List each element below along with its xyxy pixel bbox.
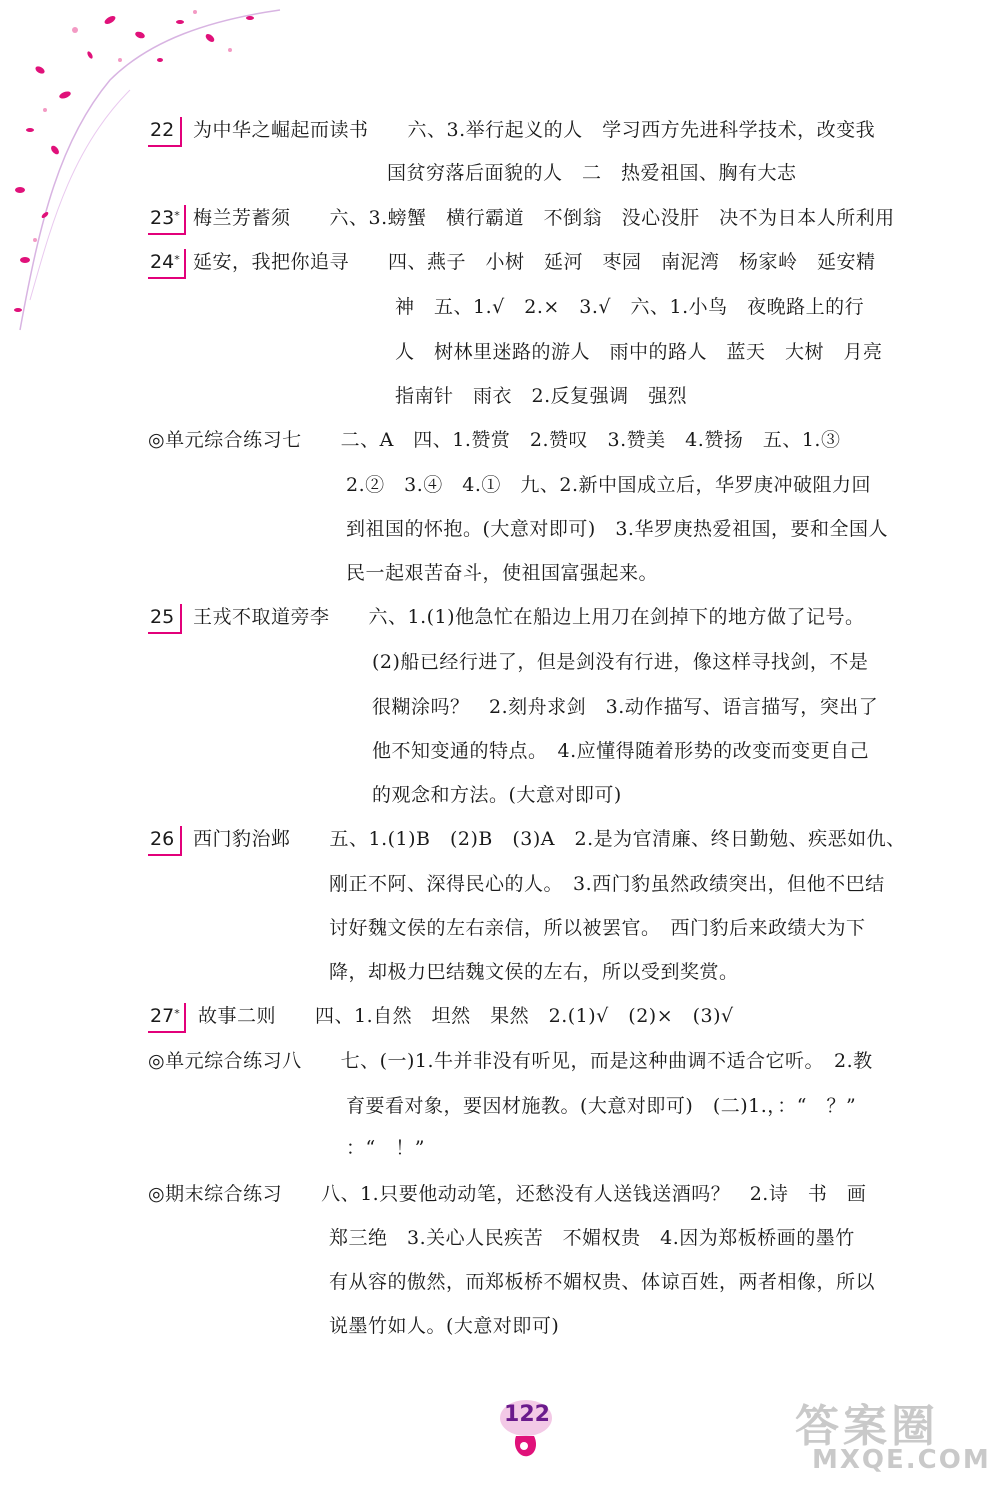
unit-review-heading: ◎单元综合练习八 七、(一)1.牛并非没有听见，而是这种曲调不适合它听。 2.教	[148, 1050, 873, 1072]
page-number: 122	[504, 1402, 550, 1427]
lesson-number: 26	[150, 828, 175, 850]
final-review-heading: ◎期末综合练习 八、1.只要他动动笔，还愁没有人送钱送酒吗？ 2.诗 书 画	[148, 1183, 867, 1205]
answer-line: 西门豹治邺 五、1.(1)B (2)B (3)A 2.是为官清廉、终日勤勉、疾恶如仇、	[193, 828, 906, 850]
watermark-site: MXQE.COM	[812, 1445, 991, 1475]
answer-line: 降，却极力巴结魏文侯的左右，所以受到奖赏。	[329, 961, 739, 983]
answer-line: 讨好魏文侯的左右亲信，所以被罢官。 西门豹后来政绩大为下	[329, 917, 866, 939]
answer-line: 的观念和方法。(大意对即可)	[372, 784, 622, 806]
lesson-number-bracket	[148, 604, 182, 634]
answer-line: 民一起艰苦奋斗，使祖国富强起来。	[346, 562, 659, 584]
lesson-number-bracket	[148, 1003, 186, 1033]
lesson-number-bracket	[148, 205, 186, 235]
lesson-number: 27*	[150, 1005, 180, 1027]
answer-line: 王戎不取道旁李 六、1.(1)他急忙在船边上用刀在剑掉下的地方做了记号。	[193, 606, 865, 628]
lesson-number-bracket	[148, 826, 182, 856]
answer-line: 人 树林里迷路的游人 雨中的路人 蓝天 大树 月亮	[395, 341, 883, 363]
answer-line: 说墨竹如人。(大意对即可)	[329, 1315, 560, 1337]
unit-review-heading: ◎单元综合练习七 二、A 四、1.赞赏 2.赞叹 3.赞美 4.赞扬 五、1.③	[148, 429, 841, 451]
lesson-number-bracket	[148, 117, 182, 147]
answer-line: 为中华之崛起而读书 六、3.举行起义的人 学习西方先进科学技术，改变我	[193, 119, 876, 141]
answer-line: 他不知变通的特点。 4.应懂得随着形势的改变而变更自己	[372, 740, 870, 762]
petal-decoration	[0, 0, 300, 340]
lesson-number: 23*	[150, 207, 180, 229]
answer-line: 很糊涂吗？ 2.刻舟求剑 3.动作描写、语言描写，突出了	[372, 696, 879, 718]
answer-line: 国贫穷落后面貌的人 二 热爱祖国、胸有大志	[387, 162, 797, 184]
answer-line: 育要看对象，要因材施教。(大意对即可) (二)1.，：“ ？”	[346, 1095, 857, 1117]
answer-line: 故事二则 四、1.自然 坦然 果然 2.(1)√ (2)× (3)√	[198, 1005, 734, 1027]
lesson-number: 24*	[150, 251, 180, 273]
answer-line: 2.② 3.④ 4.① 九、2.新中国成立后，华罗庚冲破阻力回	[346, 474, 872, 496]
answer-line: (2)船已经行进了，但是剑没有行进，像这样寻找剑，不是	[372, 651, 869, 673]
answer-line: 梅兰芳蓄须 六、3.螃蟹 横行霸道 不倒翁 没心没肝 决不为日本人所利用	[193, 207, 895, 229]
lesson-number: 22	[150, 119, 175, 141]
lesson-number: 25	[150, 606, 175, 628]
answer-line: 到祖国的怀抱。(大意对即可) 3.华罗庚热爱祖国，要和全国人	[346, 518, 888, 540]
answer-line: ：“ ！”	[346, 1137, 425, 1159]
lesson-number-bracket	[148, 249, 186, 279]
answer-line: 指南针 雨衣 2.反复强调 强烈	[395, 385, 688, 407]
answer-line: 刚正不阿、深得民心的人。 3.西门豹虽然政绩突出，但他不巴结	[329, 873, 885, 895]
watermark-brand: 答案圈	[795, 1401, 939, 1452]
answer-line: 有从容的傲然，而郑板桥不媚权贵、体谅百姓，两者相像，所以	[329, 1271, 876, 1293]
answer-line: 延安，我把你追寻 四、燕子 小树 延河 枣园 南泥湾 杨家岭 延安精	[193, 251, 876, 273]
answer-line: 神 五、1.√ 2.× 3.√ 六、1.小鸟 夜晚路上的行	[395, 296, 865, 318]
answer-line: 郑三绝 3.关心人民疾苦 不媚权贵 4.因为郑板桥画的墨竹	[329, 1227, 855, 1249]
